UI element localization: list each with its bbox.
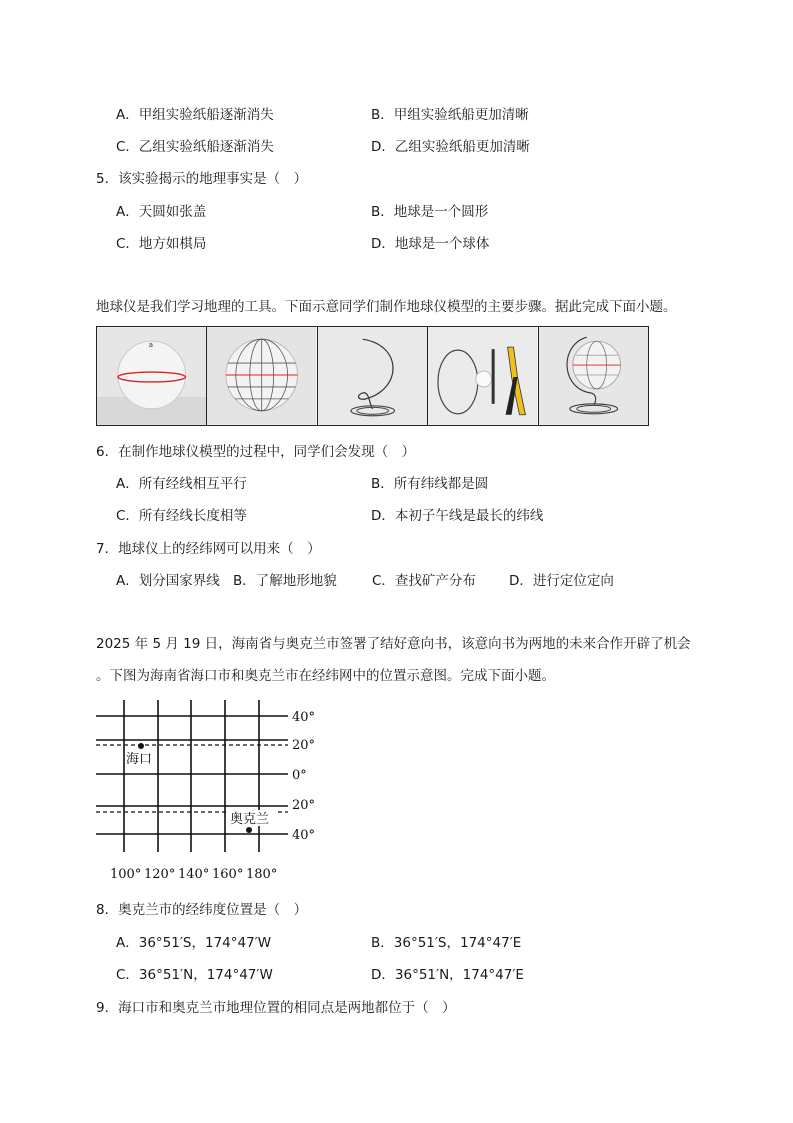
lat-label-20s: 20° [292,798,316,813]
lat-label-0: 0° [292,768,307,783]
q5-stem: 5．该实验揭示的地理事实是（ ） [96,171,308,187]
haikou-point [138,743,144,749]
q6-stem: 6．在制作地球仪模型的过程中，同学们会发现（ ） [96,444,416,460]
lat-label-40n: 40° [292,710,316,725]
passage-globe: 地球仪是我们学习地理的工具。下面示意同学们制作地球仪模型的主要步骤。据此完成下面小题。 [96,299,677,315]
q8-stem: 8．奥克兰市的经纬度位置是（ ） [96,902,308,918]
lon-label-180: 180° [246,867,278,882]
q6-option-b: B．所有纬线都是圆 [371,476,489,492]
lat-label-20n: 20° [292,738,316,753]
lon-label-140: 140° [178,867,210,882]
lat-label-40s: 40° [292,828,316,843]
q9-stem: 9．海口市和奥克兰市地理位置的相同点是两地都位于（ ） [96,1000,456,1016]
q4-option-b: B．甲组实验纸船更加清晰 [371,107,529,123]
q5-option-d: D．地球是一个球体 [371,236,490,252]
step4-photo-tools [428,327,538,425]
q7-option-c: C．查找矿产分布 [372,573,476,589]
haikou-label: 海口 [126,752,153,767]
q5-option-c: C．地方如棋局 [116,236,207,252]
q7-option-b: B．了解地形地貌 [233,573,337,589]
q6-option-c: C．所有经线长度相等 [116,508,247,524]
q8-option-b: B．36°51′S，174°47′E [371,935,522,951]
step1-photo-foam-ball [97,327,207,425]
q5-option-a: A．天圆如张盖 [116,204,207,220]
globe-steps-photo-strip [96,326,649,426]
q6-option-a: A．所有经线相互平行 [116,476,247,492]
q7-option-d: D．进行定位定向 [509,573,614,589]
lon-label-100: 100° [110,867,142,882]
step2-photo-grid-ball [207,327,317,425]
q7-option-a: A．划分国家界线 [116,573,220,589]
q4-option-a: A．甲组实验纸船逐渐消失 [116,107,274,123]
step3-photo-wire-stand [318,327,428,425]
q5-option-b: B．地球是一个圆形 [371,204,489,220]
passage-hainan-line2: 。下图为海南省海口市和奥克兰市在经纬网中的位置示意图。完成下面小题。 [96,668,555,684]
lat-long-grid-map [92,700,332,890]
step5-photo-finished-globe [539,327,648,425]
q7-stem: 7．地球仪上的经纬网可以用来（ ） [96,541,321,557]
q8-option-d: D．36°51′N，174°47′E [371,967,524,983]
q8-option-a: A．36°51′S，174°47′W [116,935,272,951]
svg-text:a: a [148,341,153,350]
passage-hainan-line1: 2025 年 5 月 19 日，海南省与奥克兰市签署了结好意向书，该意向书为两地的未来合作开辟了机会 [96,636,691,652]
q6-option-d: D．本初子午线是最长的纬线 [371,508,544,524]
auckland-point [246,827,252,833]
q8-option-c: C．36°51′N，174°47′W [116,967,273,983]
lon-label-120: 120° [144,867,176,882]
lon-label-160: 160° [212,867,244,882]
q4-option-c: C．乙组实验纸船逐渐消失 [116,139,274,155]
q4-option-d: D．乙组实验纸船更加清晰 [371,139,530,155]
auckland-label: 奥克兰 [230,812,270,827]
